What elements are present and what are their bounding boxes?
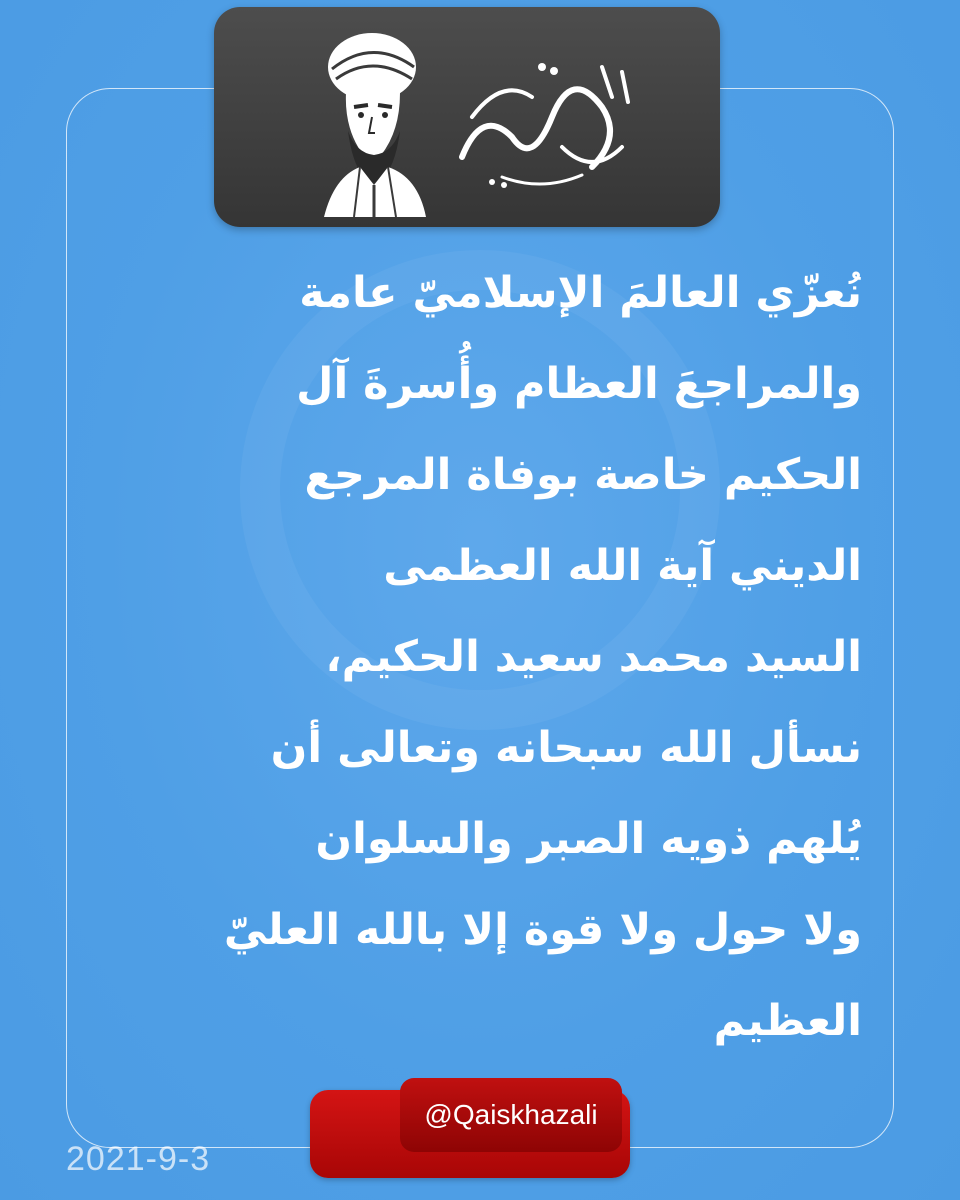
message-line: الحكيم خاصة بوفاة المرجع (304, 450, 862, 500)
message-line: الديني آية الله العظمى (383, 541, 862, 591)
post-date: 2021-9-3 (66, 1140, 211, 1178)
message-line: العظيم (713, 996, 862, 1046)
calligraphy-logo (442, 47, 642, 197)
message-line: نسأل الله سبحانه وتعالى أن (270, 723, 862, 773)
condolence-message (98, 248, 862, 1067)
portrait-icon (314, 27, 434, 217)
header-badge (214, 7, 720, 227)
social-handle: @Qaiskhazali (424, 1099, 598, 1130)
message-line: يُلهم ذويه الصبر والسلوان (315, 814, 862, 864)
message-line: نُعزّي العالمَ الإسلاميّ عامة (299, 268, 862, 318)
message-line: السيد محمد سعيد الحكيم، (325, 632, 862, 682)
message-line: ولا حول ولا قوة إلا بالله العليّ (223, 905, 862, 955)
message-line: والمراجعَ العظام وأُسرةَ آل (296, 359, 862, 409)
